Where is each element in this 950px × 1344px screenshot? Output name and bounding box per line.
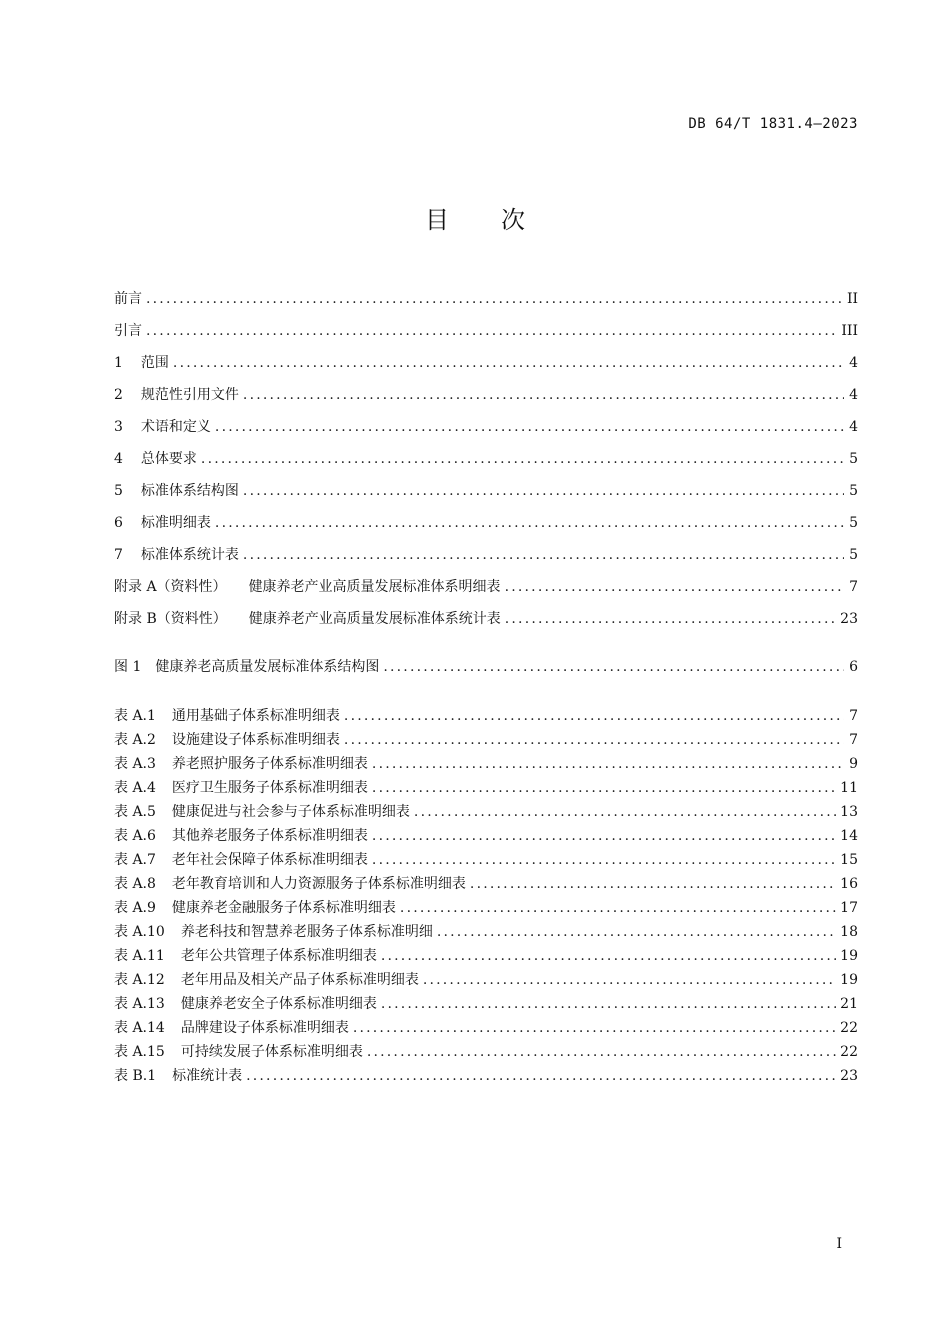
title-char-2: 次 [501, 206, 525, 234]
toc-entry-page: 22 [840, 1020, 858, 1036]
toc-leader-dots [201, 449, 844, 469]
toc-leader-dots [243, 545, 844, 565]
toc-entry-label: 医疗卫生服务子体系标准明细表 [171, 780, 368, 796]
toc-entry-number: 表 A.4 [114, 780, 156, 796]
toc-entry[interactable] [114, 449, 858, 469]
toc-entry-label: 范围 [140, 355, 169, 371]
toc-entry-label: 健康养老产业高质量发展标准体系明细表 [248, 579, 501, 595]
toc-entry-label: 健康养老金融服务子体系标准明细表 [171, 900, 396, 916]
toc-entry-number: 2 [114, 387, 123, 403]
toc-entry-label: 总体要求 [140, 451, 197, 467]
toc-entry-number: 附录 B（资料性） [114, 611, 227, 627]
toc-leader-dots [243, 481, 844, 501]
toc-entry-page: 5 [849, 483, 858, 499]
toc-entry-label: 健康养老高质量发展标准体系结构图 [155, 659, 380, 675]
toc-entry-label: 健康养老产业高质量发展标准体系统计表 [248, 611, 501, 627]
toc-leader-dots [372, 850, 836, 870]
toc-entry-page: 5 [849, 515, 858, 531]
toc-entry-page: 7 [849, 708, 858, 724]
toc-entry-label: 标准体系统计表 [140, 547, 239, 563]
toc-entry-title [114, 1042, 363, 1062]
toc-entry-number: 表 A.11 [114, 948, 165, 964]
toc-leader-dots [414, 802, 836, 822]
toc-entry-page: 4 [849, 419, 858, 435]
toc-entry-page: 17 [840, 900, 858, 916]
toc-entry-title [114, 946, 377, 966]
toc-entry-title [114, 826, 368, 846]
toc-entry-label: 标准明细表 [140, 515, 211, 531]
toc-entry[interactable] [114, 545, 858, 565]
toc-entry-page: 23 [840, 611, 858, 627]
toc-entry-number: 表 A.9 [114, 900, 156, 916]
toc-entry-page: 22 [840, 1044, 858, 1060]
toc-entry-page: 19 [840, 972, 858, 988]
toc-entry-title [114, 922, 433, 942]
toc-entry-label: 老年公共管理子体系标准明细表 [180, 948, 377, 964]
toc-entry-number: 表 A.12 [114, 972, 165, 988]
toc-entry-title [114, 321, 142, 341]
toc-leader-dots [367, 1042, 836, 1062]
toc-entry-title [114, 657, 379, 677]
toc-entry-number: 表 A.3 [114, 756, 156, 772]
toc-entry-label: 品牌建设子体系标准明细表 [180, 1020, 349, 1036]
toc-entry[interactable] [114, 353, 858, 373]
toc-entry-title [114, 353, 169, 373]
toc-leader-dots [246, 1066, 836, 1086]
toc-entry[interactable] [114, 417, 858, 437]
toc-leader-dots [505, 577, 844, 597]
toc-entry-label: 引言 [114, 323, 142, 339]
toc-entry[interactable] [114, 874, 858, 894]
toc-leader-dots [215, 513, 844, 533]
toc-entry-label: 可持续发展子体系标准明细表 [180, 1044, 363, 1060]
toc-entry-page: 15 [840, 852, 858, 868]
toc-entry-title [114, 730, 340, 750]
toc-entry-title [114, 802, 410, 822]
toc-entry-number: 表 A.15 [114, 1044, 165, 1060]
page-title [0, 200, 950, 235]
title-char-1: 目 [425, 206, 449, 234]
toc-entry[interactable] [114, 802, 858, 822]
toc-leader-dots [243, 385, 844, 405]
toc-entry-page: 5 [849, 547, 858, 563]
toc-entry-title [114, 577, 501, 597]
toc-entry-label: 前言 [114, 291, 142, 307]
toc-entry-number: 5 [114, 483, 123, 499]
toc-entry-number: 1 [114, 355, 123, 371]
toc-entry-title [114, 545, 239, 565]
toc-entry-title [114, 754, 368, 774]
toc-entry-page: 23 [840, 1068, 858, 1084]
toc-entry-label: 健康促进与社会参与子体系标准明细表 [171, 804, 410, 820]
toc-entry-number: 6 [114, 515, 123, 531]
toc-entry[interactable] [114, 513, 858, 533]
toc-entry-title [114, 706, 340, 726]
toc-entry[interactable] [114, 730, 858, 750]
toc-leader-dots [146, 289, 843, 309]
toc-entry-page: 16 [840, 876, 858, 892]
toc-leader-dots [372, 778, 836, 798]
document-number: DB 64/T 1831.4—2023 [688, 116, 858, 132]
toc-entry-page: 9 [849, 756, 858, 772]
toc-entry-label: 设施建设子体系标准明细表 [171, 732, 340, 748]
toc-entry[interactable] [114, 778, 858, 798]
toc-entry-label: 养老照护服务子体系标准明细表 [171, 756, 368, 772]
toc-entry-page: 4 [849, 355, 858, 371]
toc-entry-title [114, 449, 197, 469]
toc-entry[interactable] [114, 657, 858, 677]
toc-entry-number: 附录 A（资料性） [114, 579, 227, 595]
toc-entry[interactable] [114, 1066, 858, 1086]
toc-entry-page: 7 [849, 732, 858, 748]
toc-entry[interactable] [114, 898, 858, 918]
toc-entry-number: 3 [114, 419, 123, 435]
toc-leader-dots [353, 1018, 836, 1038]
toc-entry-label: 通用基础子体系标准明细表 [171, 708, 340, 724]
toc-leader-dots [423, 970, 836, 990]
toc-entry[interactable] [114, 946, 858, 966]
toc-entry-number: 7 [114, 547, 123, 563]
toc-entry-label: 规范性引用文件 [140, 387, 239, 403]
toc-entry-label: 其他养老服务子体系标准明细表 [171, 828, 368, 844]
toc-entry-label: 标准体系结构图 [140, 483, 239, 499]
toc-entry-title [114, 481, 239, 501]
toc-entry-title [114, 1066, 242, 1086]
toc-entry-page: 5 [849, 451, 858, 467]
toc-entry-title [114, 289, 142, 309]
toc-entry-label: 老年教育培训和人力资源服务子体系标准明细表 [171, 876, 466, 892]
toc-entry-page: 4 [849, 387, 858, 403]
toc-entry-page: 7 [849, 579, 858, 595]
toc-entry-number: 表 A.7 [114, 852, 156, 868]
toc-entry[interactable] [114, 289, 858, 309]
toc-leader-dots [173, 353, 844, 373]
toc-entry-label: 标准统计表 [172, 1068, 243, 1084]
toc-leader-dots [372, 826, 836, 846]
toc-entry-number: 表 A.6 [114, 828, 156, 844]
toc-entry-title [114, 513, 211, 533]
toc-entry[interactable] [114, 385, 858, 405]
toc-entry[interactable] [114, 922, 858, 942]
toc-entry[interactable] [114, 970, 858, 990]
toc-entry-page: 18 [840, 924, 858, 940]
toc-leader-dots [437, 922, 836, 942]
toc-entry-number: 表 A.10 [114, 924, 165, 940]
toc-leader-dots [381, 994, 836, 1014]
toc-entry-page: 14 [840, 828, 858, 844]
toc-entry[interactable] [114, 609, 858, 629]
toc-entry-label: 养老科技和智慧养老服务子体系标准明细 [180, 924, 433, 940]
toc-leader-dots [470, 874, 836, 894]
toc-leader-dots [215, 417, 844, 437]
toc-entry-number: 表 A.14 [114, 1020, 165, 1036]
toc-leader-dots [400, 898, 836, 918]
toc-entry-number: 表 A.1 [114, 708, 156, 724]
toc-entry-page: 21 [840, 996, 858, 1012]
toc-entry[interactable] [114, 826, 858, 846]
toc-entry[interactable] [114, 1018, 858, 1038]
toc-entry-page: 19 [840, 948, 858, 964]
toc-entry-number: 4 [114, 451, 123, 467]
toc-entry-number: 表 A.5 [114, 804, 156, 820]
toc-entry[interactable] [114, 577, 858, 597]
toc-entry[interactable] [114, 850, 858, 870]
toc-entry-page: 13 [840, 804, 858, 820]
toc-entry-title [114, 994, 377, 1014]
toc-entry-number: 表 A.2 [114, 732, 156, 748]
toc-leader-dots [344, 730, 844, 750]
toc-entry-title [114, 609, 501, 629]
toc-leader-dots [381, 946, 836, 966]
toc-entry-title [114, 385, 239, 405]
toc-entry-label: 老年用品及相关产品子体系标准明细表 [180, 972, 419, 988]
toc-entry-label: 健康养老安全子体系标准明细表 [180, 996, 377, 1012]
toc-entry[interactable] [114, 1042, 858, 1062]
toc-entry-title [114, 898, 396, 918]
toc-leader-dots [372, 754, 844, 774]
toc-leader-dots [344, 706, 844, 726]
toc-entry-page: III [841, 323, 858, 339]
toc-entry-label: 老年社会保障子体系标准明细表 [171, 852, 368, 868]
toc-entry[interactable] [114, 321, 858, 341]
toc-entry[interactable] [114, 754, 858, 774]
toc-leader-dots [146, 321, 837, 341]
toc-leader-dots [383, 657, 844, 677]
toc-entry-title [114, 970, 419, 990]
toc-entry-page: II [846, 291, 858, 307]
toc-entry-label: 术语和定义 [140, 419, 211, 435]
toc-entry-title [114, 850, 368, 870]
toc-entry-number: 表 A.13 [114, 996, 165, 1012]
toc-entry[interactable] [114, 706, 858, 726]
toc-entry-number: 图 1 [114, 659, 142, 675]
toc-entry-title [114, 417, 211, 437]
toc-entry-title [114, 778, 368, 798]
toc-entry[interactable] [114, 994, 858, 1014]
toc-entry-number: 表 B.1 [114, 1068, 157, 1084]
footer-page-number: I [836, 1236, 842, 1252]
toc-entry-title [114, 1018, 349, 1038]
toc-entry-page: 11 [840, 780, 858, 796]
toc-entry-page: 6 [849, 659, 858, 675]
toc-leader-dots [505, 609, 836, 629]
toc-entry[interactable] [114, 481, 858, 501]
toc-entry-number: 表 A.8 [114, 876, 156, 892]
toc-entry-title [114, 874, 466, 894]
